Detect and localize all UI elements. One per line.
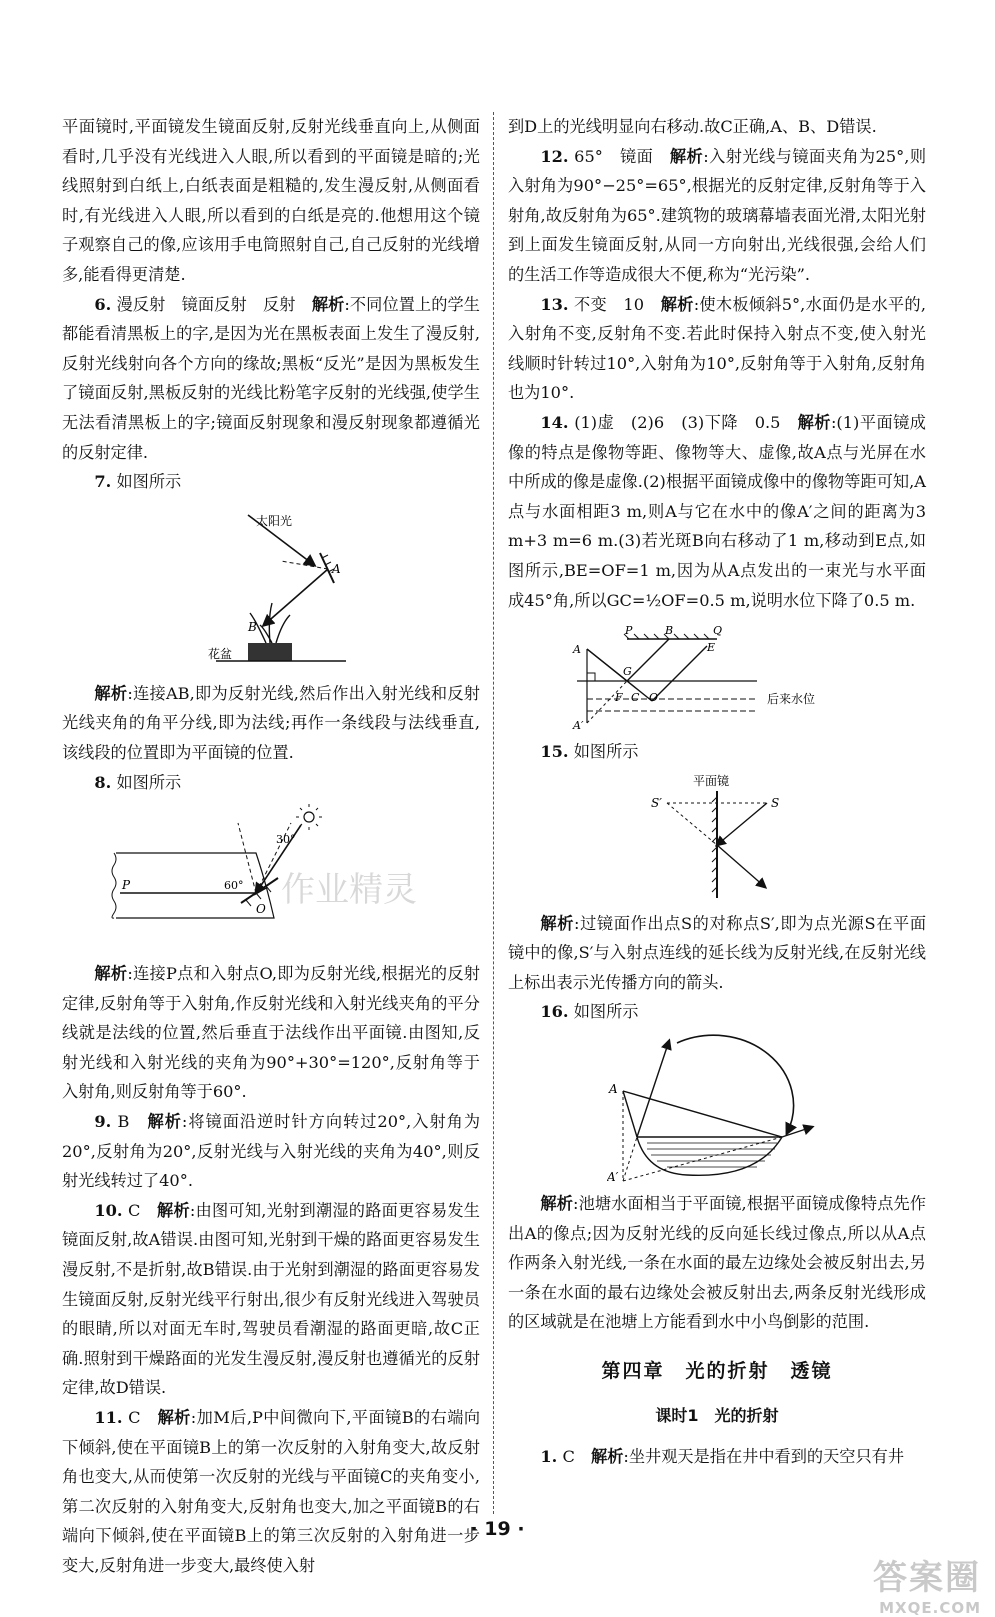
- question-number: 11.: [94, 1408, 123, 1427]
- analysis-text: :连接P点和入射点O,即为反射光线,根据光的反射定律,反射角等于入射角,作反射光线和入射光线夹角的平分线就是法线的位置,然后垂直于法线作出平面镜.由图知,反射光线和入射光线的夹角为90°+30°=120°,反射角等于入射角,则反射角等于60°.: [62, 964, 480, 1102]
- label-Q: Q: [713, 624, 723, 638]
- analysis-label: 解析: [660, 294, 694, 314]
- label-F: F: [615, 691, 623, 705]
- answer-10: [62, 1196, 480, 1403]
- answer-11: [62, 1403, 480, 1581]
- analysis-text: :不同位置上的学生都能看清黑板上的字,是因为光在黑板表面上发生了漫反射,反射光线射向各个方向的缘故;黑板“反光”是因为黑板发生了镜面反射,黑板反射的光线比粉笔字反射的光线强,使学生无法看清黑板上的字;镜面反射现象和漫反射现象都遵循光的反射定律.: [62, 294, 480, 462]
- label-30deg: 30°: [276, 833, 296, 847]
- answer-7: [62, 467, 480, 497]
- watermark-url: MXQE.COM: [879, 1599, 981, 1617]
- label-P: P: [122, 878, 131, 893]
- analysis-7: [62, 679, 480, 768]
- analysis-15: [508, 909, 926, 998]
- label-B: B: [248, 619, 257, 634]
- analysis-label: 解析: [540, 1194, 573, 1214]
- answer-text: 如图所示: [573, 742, 639, 762]
- analysis-text: :坐井观天是指在井中看到的天空只有井: [623, 1447, 905, 1467]
- site-watermark: [873, 1550, 981, 1617]
- right-column: [508, 112, 926, 1472]
- answer-text: B: [117, 1112, 130, 1132]
- answer-15: [508, 737, 926, 767]
- analysis-text: :过镜面作出点S的对称点S′,即为点光源S在平面镜中的像,S′与入射点连线的延长线为反射光线,在反射光线上标出表示光传播方向的箭头.: [508, 913, 927, 992]
- analysis-text: :连接AB,即为反射光线,然后作出入射光线和反射光线夹角的角平分线,即为法线;再作一条线段与法线垂直,该线段的位置即为平面镜的位置.: [62, 683, 480, 762]
- question-number: 16.: [540, 1002, 569, 1022]
- question-number: 7.: [94, 472, 112, 492]
- answer-6: [62, 290, 480, 468]
- analysis-text: :使木板倾斜5°,水面仍是水平的,入射角不变,反射角不变.若此时保持入射点不变,使入射光线顺时针转过10°,入射角为10°,反射角等于入射角,反射角也为10°.: [508, 294, 926, 403]
- reflected-ray: [717, 845, 765, 887]
- range-arc: [677, 1035, 794, 1133]
- lesson-answer-1: [508, 1442, 926, 1472]
- label-O: O: [256, 902, 266, 917]
- surface-boundary: [116, 853, 274, 918]
- normal-line: [281, 561, 328, 569]
- figure-16-diagram: [607, 1033, 827, 1183]
- analysis-text: :由图可知,光射到潮湿的路面更容易发生镜面反射,故A错误.由图可知,光射到干燥的路面更容易发生漫反射,不是折射,故B错误.由于光射到潮湿的路面更容易发生镜面反射,反射光线平行射出,很少有反射光线进入驾驶员的眼睛,所以对面无车时,驾驶员看潮湿的路面更暗,故C正确.照射到干燥路面的光发生漫反射,漫反射也遵循光的反射定律,故D错误.: [62, 1200, 480, 1398]
- flower-pot: [248, 643, 292, 661]
- label-S: S: [771, 795, 780, 810]
- analysis-label: 解析: [157, 1200, 190, 1220]
- figure-14-diagram: [567, 621, 867, 731]
- question-number: 9.: [94, 1112, 112, 1132]
- left-column: [62, 112, 480, 1581]
- label-B: B: [665, 624, 674, 638]
- figure-8-diagram: [106, 803, 436, 953]
- question-number: 10.: [94, 1200, 123, 1220]
- label-pot: 花盆: [208, 646, 233, 661]
- question-number: 1.: [540, 1447, 558, 1467]
- sun-icon: [304, 812, 314, 822]
- answer-text: C: [127, 1200, 141, 1220]
- paragraph-continued: 平面镜时,平面镜发生镜面反射,反射光线垂直向上,从侧面看时,几乎没有光线进入人眼,所以看到的平面镜是暗的;光线照射到白纸上,白纸表面是粗糙的,发生漫反射,从侧面看时,有光线进入人眼,所以看到的白纸是亮的.他想用这个镜子观察自己的像,应该用手电筒照射自己,自己反射的光线增多,能看得更清楚.: [62, 117, 480, 284]
- analysis-8: [62, 959, 480, 1107]
- analysis-text: :池塘水面相当于平面镜,根据平面镜成像特点先作出A的像点;因为反射光线的反向延长线过像点,所以从A点作两条入射光线,一条在水面的最左边缘处会被反射出去,另一条在水面的最右边缘处会被反射出去,两条反射光线形成的区域就是在池塘上方能看到水中小鸟倒影的范围.: [508, 1194, 926, 1332]
- analysis-label: 解析: [94, 964, 128, 984]
- label-P: P: [625, 624, 633, 638]
- reflected-ray: [264, 569, 328, 625]
- answer-text: 如图所示: [573, 1002, 639, 1022]
- question-number: 13.: [540, 294, 569, 314]
- watermark-logo-text: 答案圈: [873, 1558, 981, 1598]
- plant: [250, 603, 290, 643]
- label-A-prime: A′: [607, 1170, 619, 1184]
- analysis-label: 解析: [591, 1447, 624, 1467]
- label-E: E: [707, 641, 716, 655]
- answer-text: 不变 10: [574, 294, 644, 314]
- label-S-prime: S′: [651, 795, 662, 810]
- answer-14: [508, 408, 926, 615]
- answer-text: 漫反射 镜面反射 反射: [116, 294, 296, 314]
- analysis-text: :将镜面沿逆时针方向转过20°,入射角为20°,反射角为20°,反射光线与入射光线的夹角为40°,则反射光线转过了40°.: [62, 1112, 481, 1191]
- label-A: A: [609, 1082, 618, 1097]
- answer-text: 65° 镜面: [574, 146, 654, 166]
- question-number: 12.: [540, 146, 569, 166]
- label-sunlight: 太阳光: [256, 513, 293, 528]
- answer-16: [508, 997, 926, 1027]
- answer-text: 如图所示: [116, 472, 182, 492]
- question-number: 15.: [540, 742, 569, 762]
- analysis-label: 解析: [157, 1408, 191, 1427]
- analysis-text: :入射光线与镜面夹角为25°,则入射角为90°−25°=65°,根据光的反射定律,反射角等于入射角,故反射角为65°.建筑物的玻璃幕墙表面光滑,太阳光射到上面发生镜面反射,从同一方向射出,光线很强,会给人们的生活工作等造成很大不便,称为“光污染”.: [508, 146, 927, 284]
- analysis-label: 解析: [540, 913, 575, 933]
- label-G: G: [623, 665, 632, 679]
- mirror: [241, 878, 278, 903]
- answer-13: [508, 290, 926, 408]
- label-60deg: 60°: [224, 879, 244, 893]
- column-divider: [493, 112, 494, 1514]
- answer-text: C: [128, 1408, 141, 1427]
- analysis-text: :(1)平面镜成像的特点是像物等距、像物等大、虚像,故A点与光屏在水中所成的像是虚像.(2)根据平面镜成像中的像物等距可知,A点与水面相距3 m,则A与它在水中的像A′之间的距离为3 m+3 m=6 m.(3)若光斑B向右移动了1 m,移动到E点,如图所示,BE=OF=1 m,因为从A点发出的一束光与水平面成45°角,所以GC=½OF=0.5 m,说明水位下降了0.5 m.: [508, 412, 926, 610]
- lesson-title: 课时1 光的折射: [655, 1405, 779, 1425]
- label-A: A: [573, 643, 581, 657]
- answer-text: 如图所示: [116, 772, 182, 792]
- figure-7-diagram: [186, 503, 356, 673]
- label-mirror: 平面镜: [693, 773, 730, 788]
- analysis-label: 解析: [147, 1112, 182, 1132]
- incident-ray: [717, 803, 767, 845]
- question-number: 6.: [94, 294, 112, 314]
- label-O: O: [649, 691, 659, 705]
- answer-9: [62, 1107, 480, 1196]
- label-A: A: [332, 561, 341, 576]
- analysis-label: 解析: [797, 412, 831, 432]
- analysis-text: :加M后,P中间微向下,平面镜B的右端向下倾斜,使在平面镜B上的第一次反射的入射角变大,故反射角也变大,从而使第一次反射的光线与平面镜C的夹角变小,第二次反射的入射角变大,反射角也变大,加之平面镜B的右端向下倾斜,使在平面镜B上的第三次反射的入射角进一步变大,反射角进一步变大,最终使入射: [62, 1408, 481, 1575]
- label-A-prime: A′: [573, 719, 584, 732]
- question-number: 14.: [540, 412, 569, 432]
- analysis-16: [508, 1189, 926, 1337]
- answer-text: (1)虚 (2)6 (3)下降 0.5: [574, 412, 781, 432]
- answer-text: C: [562, 1447, 575, 1467]
- label-C: C: [631, 691, 640, 705]
- paragraph-continued: 到D上的光线明显向右移动.故C正确,A、B、D错误.: [508, 117, 877, 136]
- analysis-label: 解析: [311, 294, 345, 314]
- figure-15-diagram: [617, 773, 817, 903]
- chapter-title: 第四章 光的折射 透镜: [601, 1360, 833, 1383]
- answer-12: [508, 142, 926, 290]
- label-later-water-level: 后来水位: [767, 692, 816, 707]
- analysis-label: 解析: [94, 683, 128, 703]
- answer-8: [62, 768, 480, 798]
- page-number: · 19 ·: [470, 1518, 525, 1540]
- watermark-text: 作业精灵: [281, 870, 417, 911]
- question-number: 8.: [94, 772, 112, 792]
- analysis-label: 解析: [669, 146, 704, 166]
